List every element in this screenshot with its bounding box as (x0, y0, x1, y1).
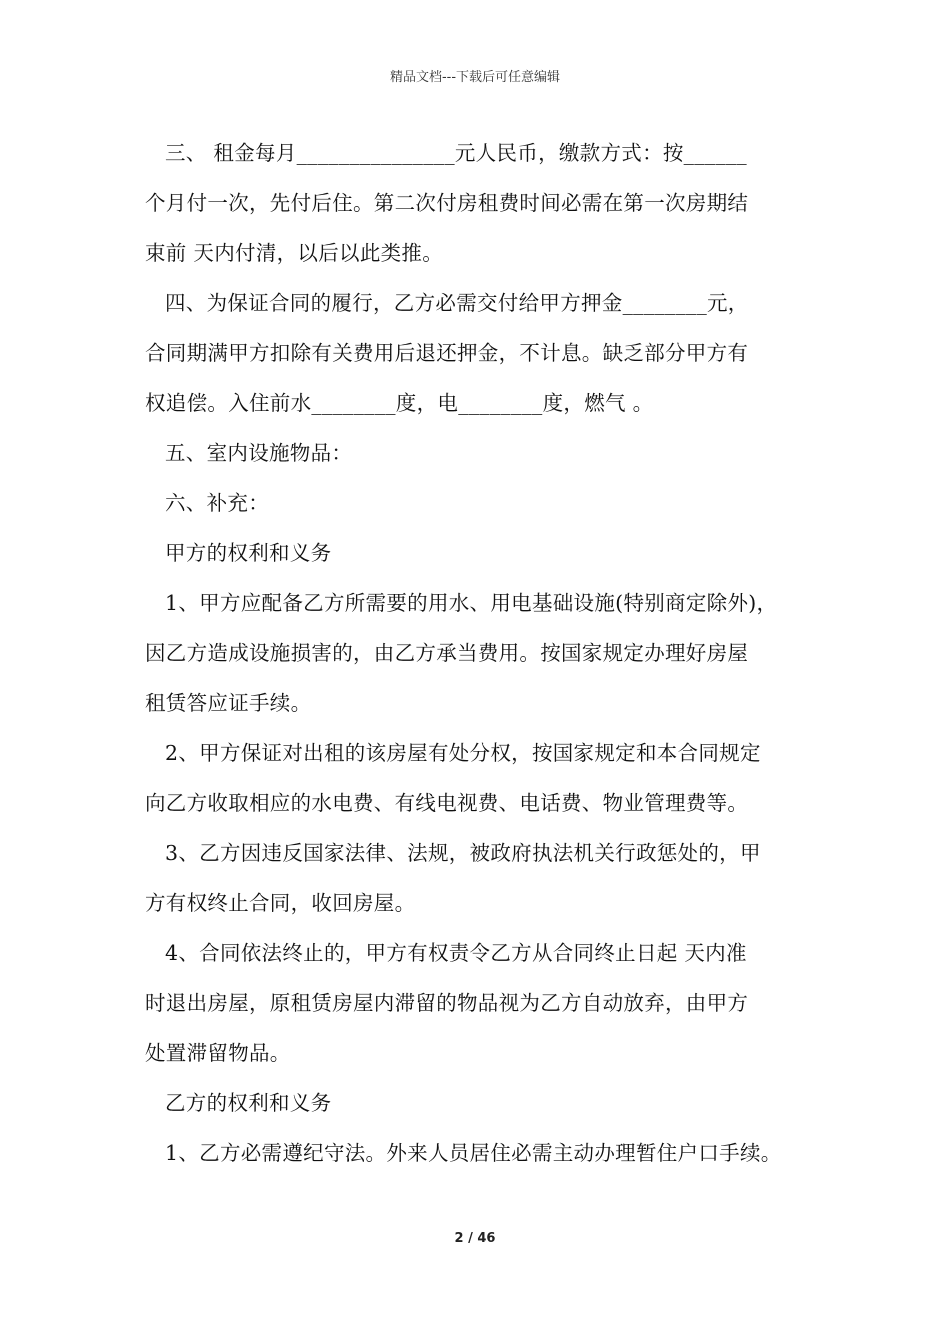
text-line: 三、 租金每月_______________元人民币，缴款方式：按______ (165, 141, 747, 165)
text-line: 合同期满甲方扣除有关费用后退还押金，不计息。缺乏部分甲方有 (145, 341, 749, 365)
text-line: 向乙方收取相应的水电费、有线电视费、电话费、物业管理费等。 (145, 791, 749, 815)
text-line: 处置滞留物品。 (145, 1041, 291, 1065)
text-line: 方有权终止合同，收回房屋。 (145, 891, 416, 915)
text-line: 4、合同依法终止的，甲方有权责令乙方从合同终止日起 天内准 (165, 941, 747, 965)
text-line: 1、甲方应配备乙方所需要的用水、用电基础设施(特别商定除外)， (165, 591, 778, 615)
text-line: 权追偿。入住前水________度，电________度，燃气 。 (145, 391, 654, 415)
section-heading: 甲方的权利和义务 (165, 541, 332, 565)
page-number: 2 / 46 (454, 1231, 496, 1246)
text-line: 租赁答应证手续。 (145, 691, 312, 715)
section-heading: 乙方的权利和义务 (165, 1091, 332, 1115)
text-line: 束前 天内付清，以后以此类推。 (145, 241, 444, 265)
document-body (145, 128, 815, 1178)
text-line: 四、为保证合同的履行，乙方必需交付给甲方押金________元， (165, 291, 749, 315)
text-line: 因乙方造成设施损害的，由乙方承当费用。按国家规定办理好房屋 (145, 641, 749, 665)
text-line: 2、甲方保证对出租的该房屋有处分权，按国家规定和本合同规定 (165, 741, 761, 765)
text-line: 3、乙方因违反国家法律、法规，被政府执法机关行政惩处的，甲 (165, 841, 761, 865)
text-line: 时退出房屋，原租赁房屋内滞留的物品视为乙方自动放弃，由甲方 (145, 991, 749, 1015)
text-line: 1、乙方必需遵纪守法。外来人员居住必需主动办理暂住户口手续。 (165, 1141, 782, 1165)
text-line: 个月付一次，先付后住。第二次付房租费时间必需在第一次房期结 (145, 191, 749, 215)
text-line: 六、补充： (165, 491, 269, 515)
page-header: 精品文档---下载后可任意编辑 (389, 70, 561, 85)
text-line: 五、室内设施物品： (165, 441, 353, 465)
